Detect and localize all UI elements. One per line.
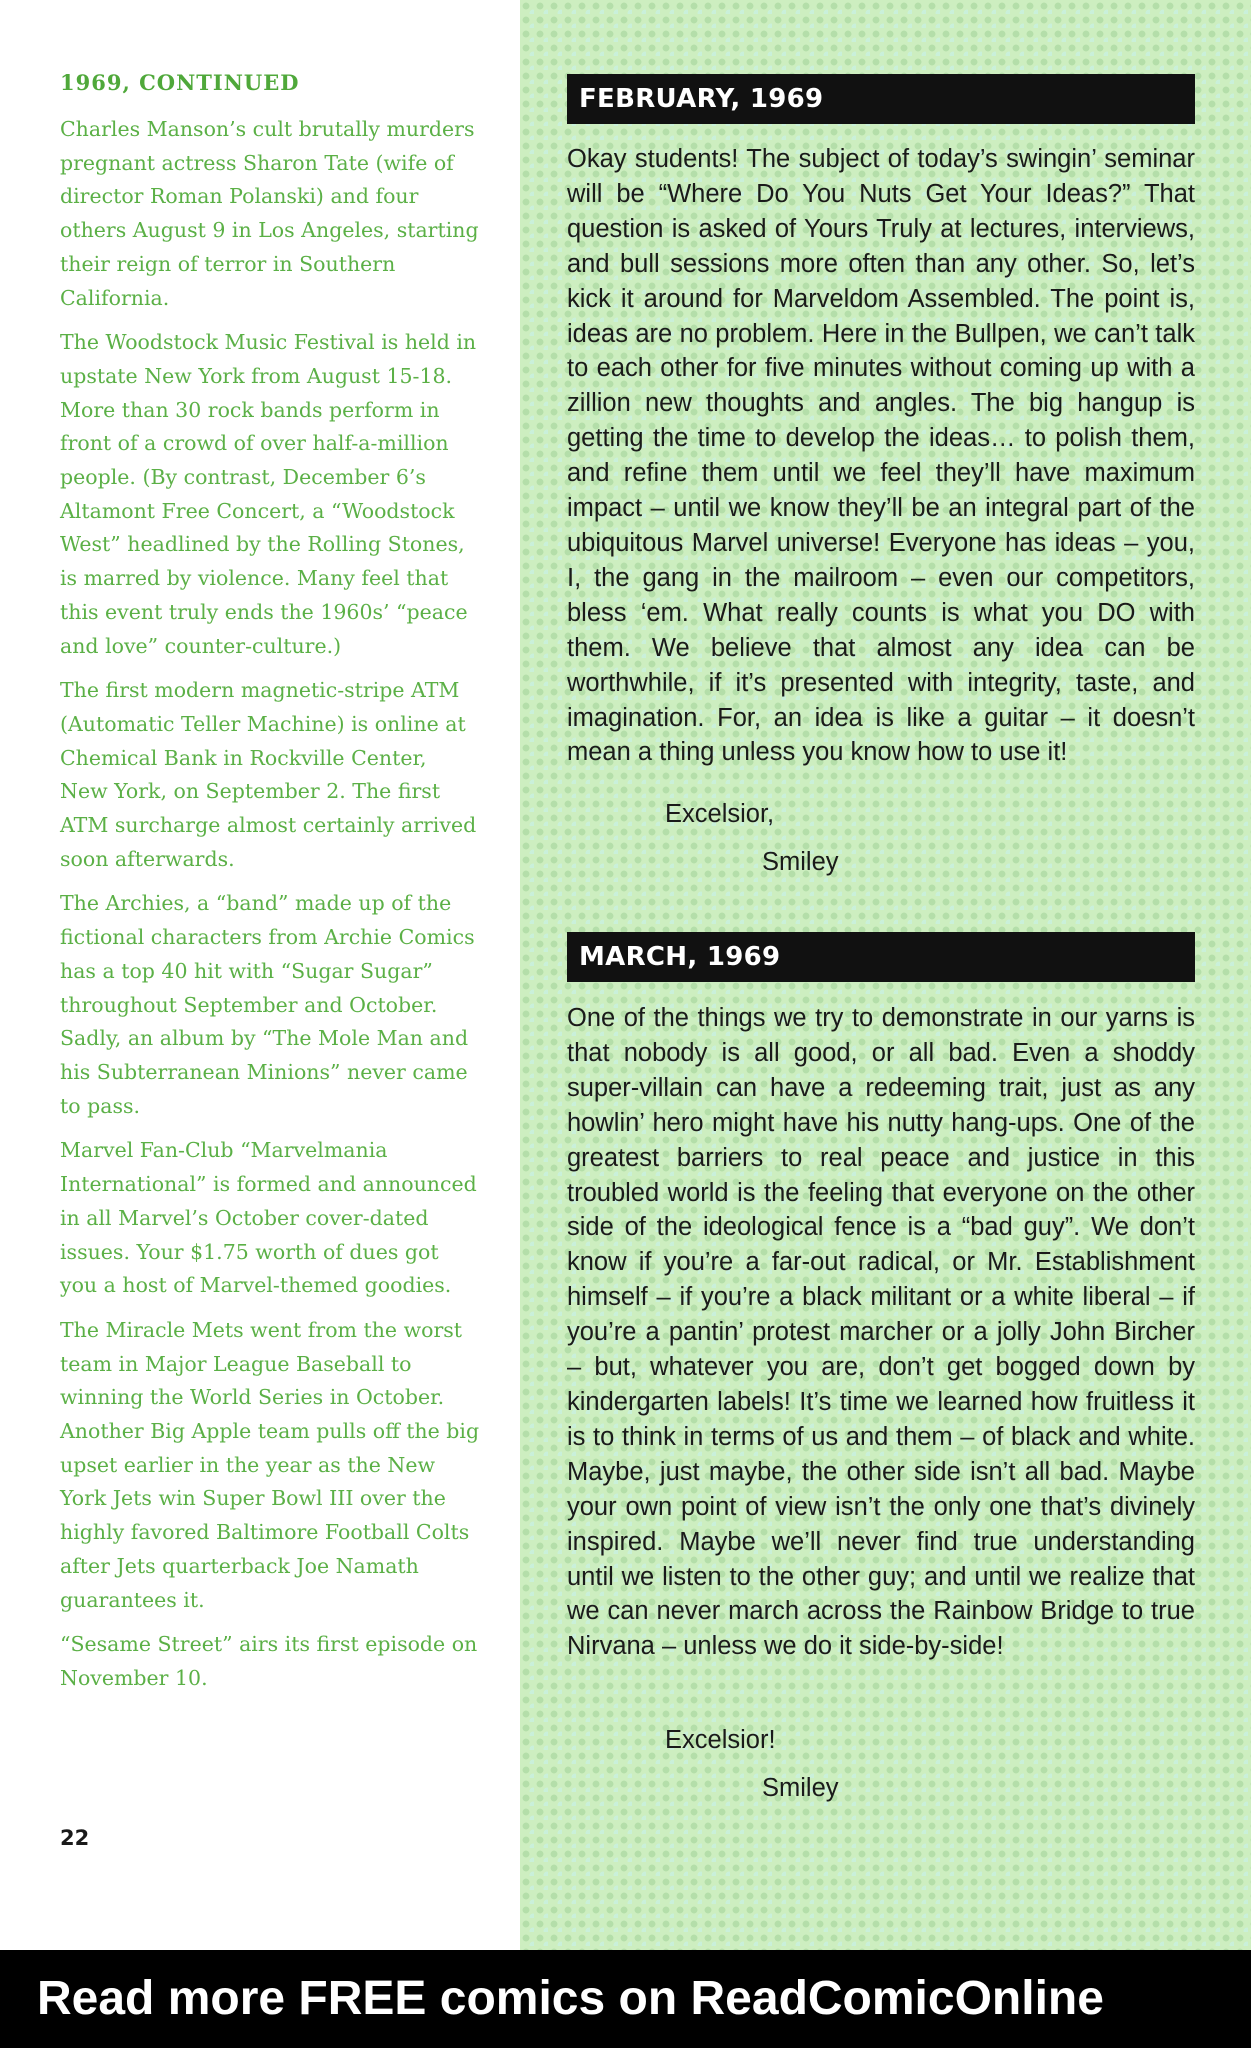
march-signature: Smiley — [762, 1774, 839, 1802]
sidebar-entry-marvelmania: Marvel Fan-Club “Marvelmania International” is formed and announced in all Marvel’s October cover-dated issues. Your $1.75 worth of dues got you a host of Marvel-themed goodies. — [60, 1138, 477, 1298]
march-body: One of the things we try to demonstrate in our yarns is that nobody is all good, or all bad. Even a shoddy super-villain can have a redeeming trait, just as any howlin’ hero might have his nutty hang-ups. One of the greatest barriers to real peace and justice in this troubled world is the feeling that everyone on the other side of the ideological fence is a “bad guy”. We don’t know if you’re a far-out radical, or Mr. Establishment himself – if you’re a black militant or a white liberal – if you’re a pantin’ protest marcher or a jolly John Bircher – but, whatever you are, don’t get bogged down by kindergarten labels! It’s time we learned how fruitless it is to think in terms of us and them – of black and white. Maybe, just maybe, the other side isn’t all bad. Maybe your own point of view isn’t the only one that’s divinely inspired. Maybe we’ll never find true understanding until we listen to the other guy; and until we realize that we can never march across the Rainbow Bridge to true Nirvana – unless we do it side-by-side! — [567, 1004, 1195, 1661]
february-body: Okay students! The subject of today’s swingin’ seminar will be “Where Do You Nuts Get Your Ideas?” That question is asked of Yours Truly at lectures, interviews, and bull sessions more often than any other. So, let’s kick it around for Marveldom Assembled. The point is, ideas are no problem. Here in the Bullpen, we can’t talk to each other for five minutes without coming up with a zillion new thoughts and angles. The big hangup is getting the time to develop the ideas… to polish them, and refine them until we feel they’ll have maximum impact – until we know they’ll be an integral part of the ubiquitous Marvel universe! Everyone has ideas – you, I, the gang in the mailroom – even our competitors, bless ‘em. What really counts is what you DO with them. We believe that almost any idea can be worthwhile, if it’s presented with integrity, taste, and imagination. For, an idea is like a guitar – it doesn’t mean a thing unless you know how to use it! — [567, 145, 1195, 767]
page-number: 22 — [60, 1826, 90, 1850]
soapbox-panel — [520, 0, 1251, 1950]
sidebar-heading: 1969, CONTINUED — [60, 70, 300, 95]
sidebar-entry-archies: The Archies, a “band” made up of the fictional characters from Archie Comics has a top 40 hit with “Sugar Sugar” throughout September and October. Sadly, an album by “The Mole Man and his Subterranean Minions” never came to pass. — [60, 891, 475, 1118]
sidebar-entry-manson: Charles Manson’s cult brutally murders pregnant actress Sharon Tate (wife of director Roman Polanski) and four others August 9 in Los Angeles, starting their reign of terror in Southern California. — [60, 117, 479, 310]
february-signature: Smiley — [762, 848, 839, 876]
timeline-sidebar — [0, 0, 520, 1950]
sidebar-entry-atm: The first modern magnetic-stripe ATM (Automatic Teller Machine) is online at Chemical Bank in Rockville Center, New York, on September 2. The first ATM surcharge almost certainly arrived soon afterwards. — [60, 678, 477, 871]
sidebar-entry-sesame-street: “Sesame Street” airs its first episode on November 10. — [60, 1632, 478, 1690]
sidebar-entry-woodstock: The Woodstock Music Festival is held in upstate New York from August 15-18. More than 30 rock bands perform in front of a crowd of over half-a-million people. (By contrast, December 6’s Altamont Free Concert, a “Woodstock West” headlined by the Rolling Stones, is marred by violence. Many feel that this event truly ends the 1960s’ “peace and love” counter-culture.) — [60, 330, 477, 658]
february-closing: Excelsior, — [665, 800, 775, 828]
promo-banner[interactable]: Read more FREE comics on ReadComicOnline — [0, 1950, 1251, 2048]
sidebar-entry-mets: The Miracle Mets went from the worst team in Major League Baseball to winning the World Series in October. Another Big Apple team pulls off the big upset earlier in the year as the New York Jets win Super Bowl III over the highly favored Baltimore Football Colts after Jets quarterback Joe Namath guarantees it. — [60, 1317, 480, 1612]
march-closing: Excelsior! — [665, 1726, 776, 1754]
march-heading: MARCH, 1969 — [567, 932, 1195, 982]
sidebar-entry-list — [60, 113, 480, 1707]
february-heading: FEBRUARY, 1969 — [567, 74, 1195, 124]
